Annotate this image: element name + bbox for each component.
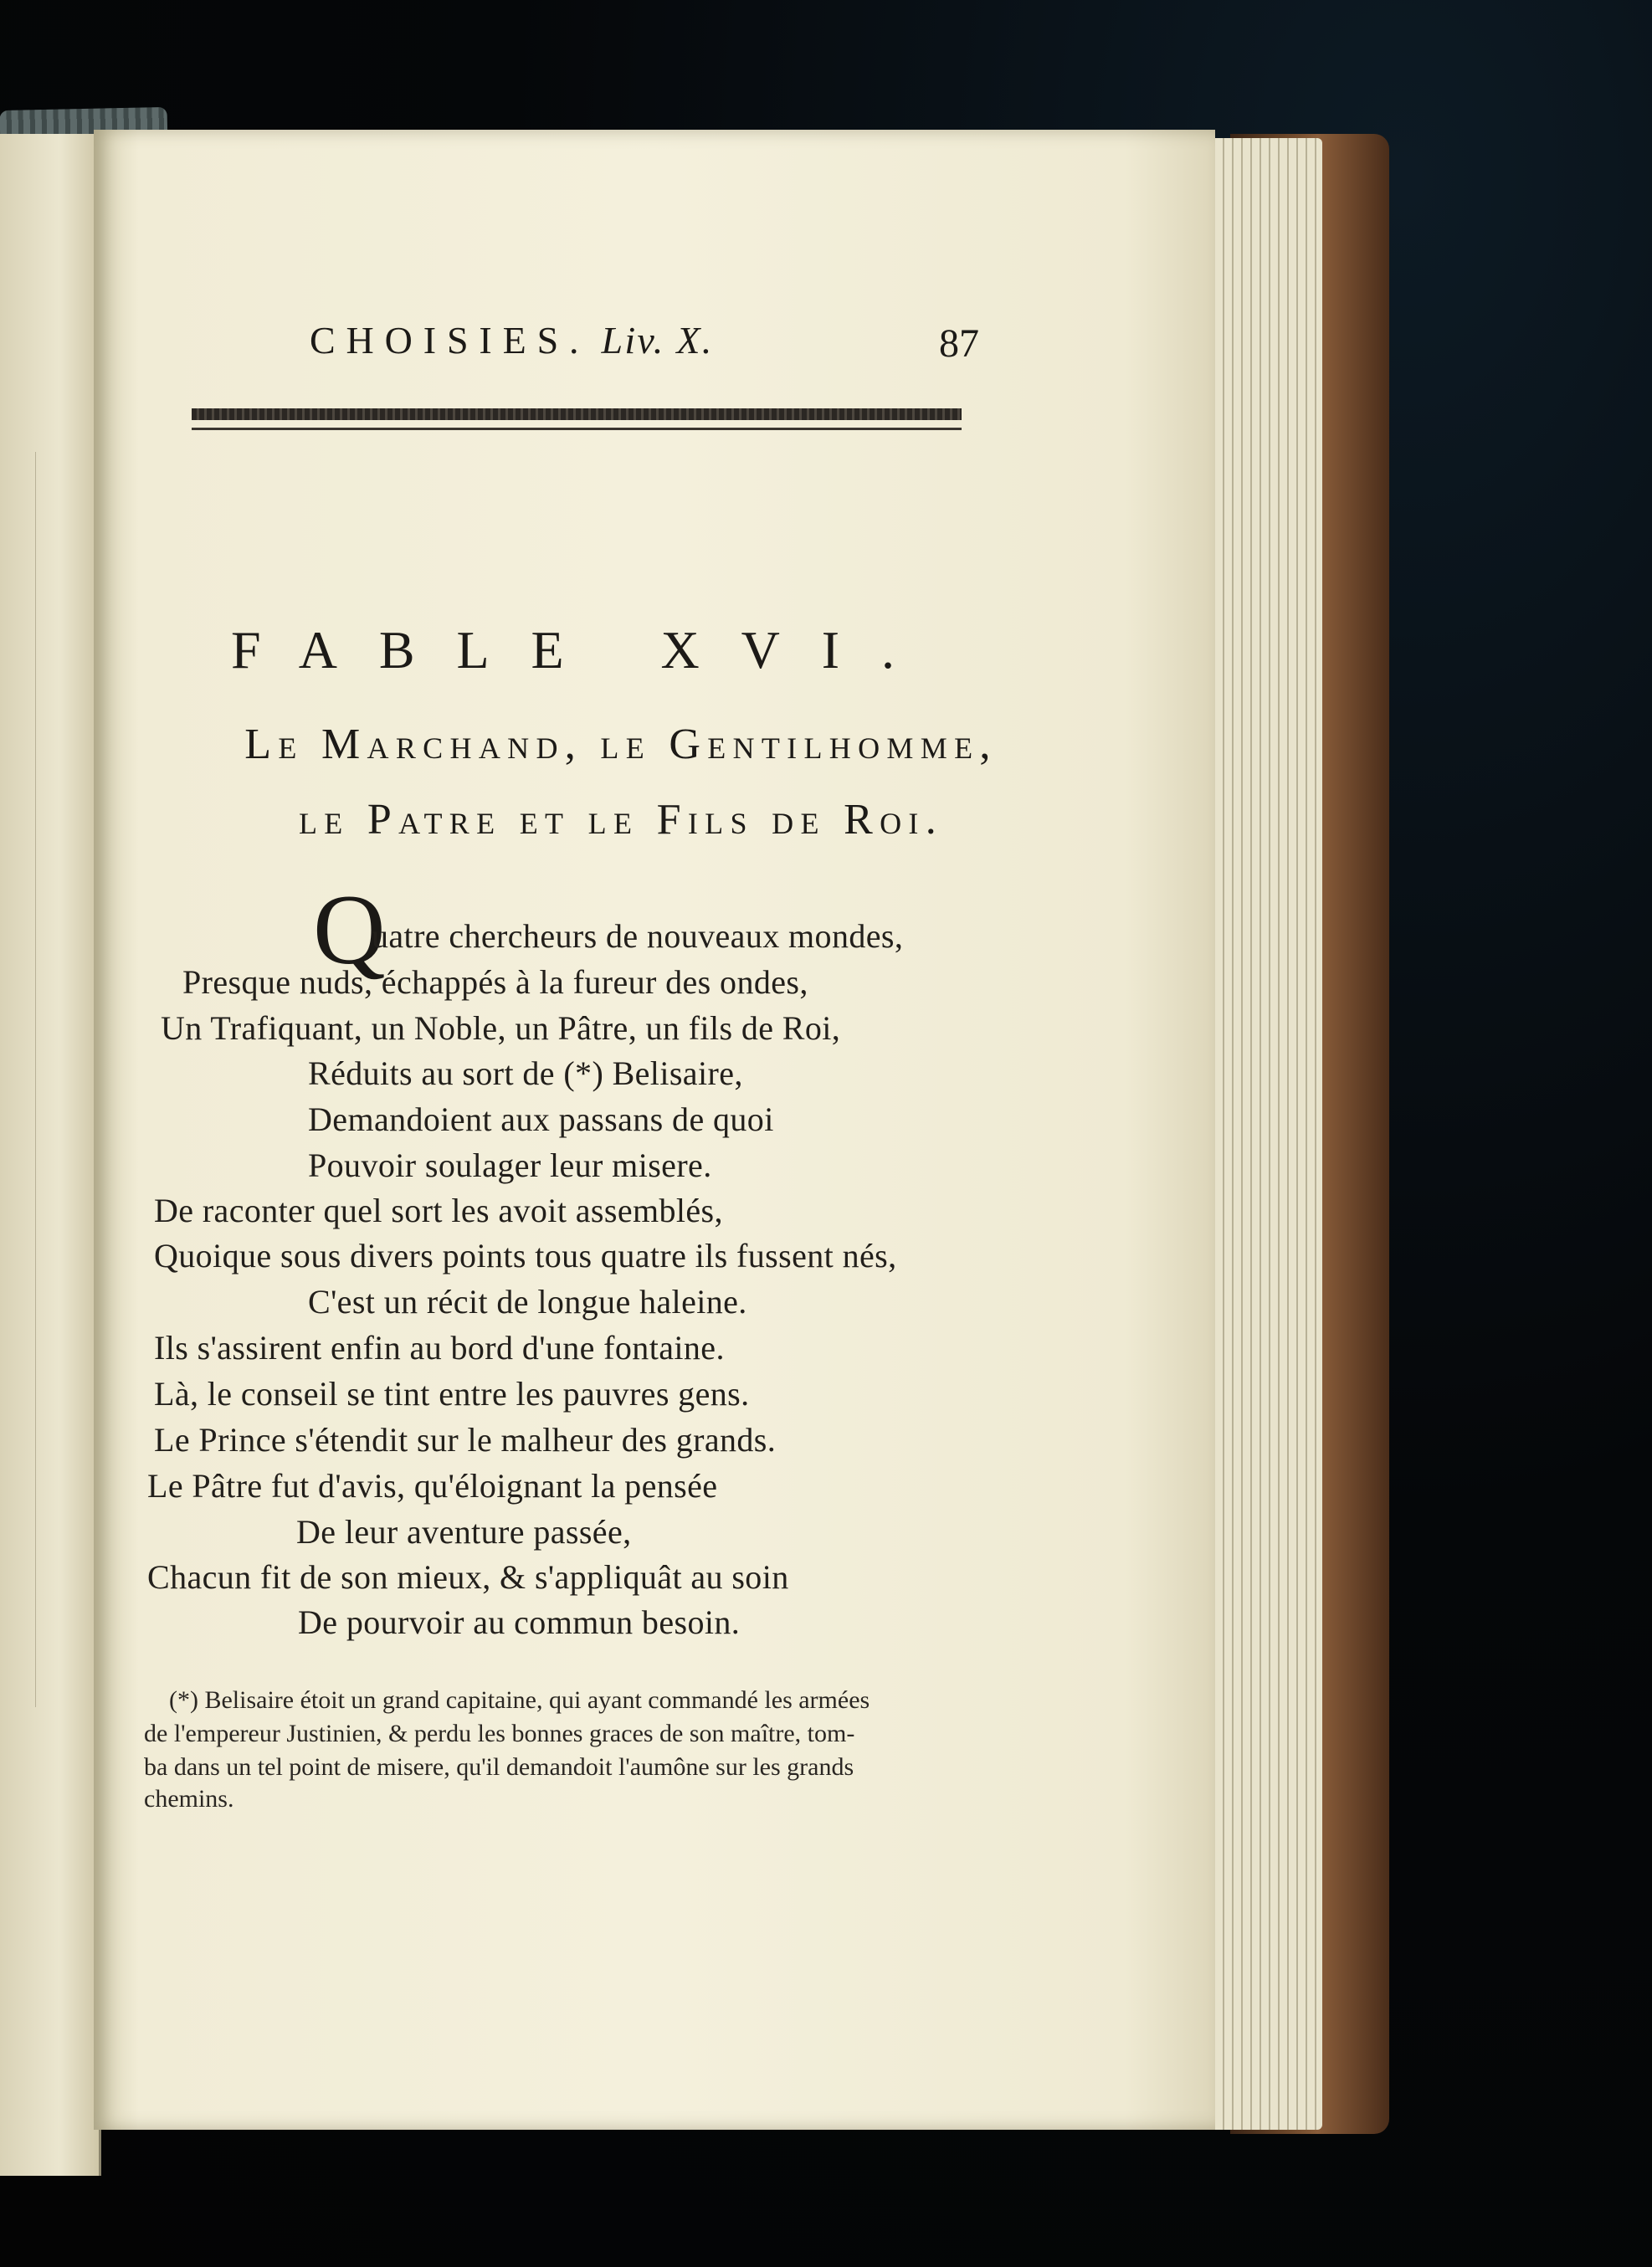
poem — [94, 130, 1215, 2130]
poem-line: C'est un récit de longue haleine. — [308, 1283, 747, 1321]
book-page — [94, 130, 1215, 2130]
poem-line: Réduits au sort de (*) Belisaire, — [308, 1054, 743, 1092]
footnote-line: (*) Belisaire étoit un grand capitaine, qui ayant commandé les armées — [169, 1686, 870, 1714]
poem-line: Quoique sous divers points tous quatre ils fussent nés, — [154, 1237, 897, 1275]
poem-line: Pouvoir soulager leur misere. — [308, 1146, 712, 1184]
poem-line: Ils s'assirent enfin au bord d'une fontaine. — [154, 1329, 725, 1367]
poem-line: Demandoient aux passans de quoi — [308, 1100, 774, 1138]
left-page-edge — [0, 134, 101, 2176]
page-block-edge — [1197, 138, 1322, 2130]
poem-line: uatre chercheurs de nouveaux mondes, — [372, 917, 904, 955]
fable-subtitle-line: le Patre et le Fils de Roi. — [298, 796, 944, 844]
running-head-book: Liv. X. — [601, 319, 714, 362]
poem-line: Le Prince s'étendit sur le malheur des grands. — [154, 1421, 777, 1459]
footnote-line: de l'empereur Justinien, & perdu les bonnes graces de son maître, tom- — [144, 1720, 855, 1747]
running-head-title: CHOISIES. — [310, 319, 590, 362]
poem-line: Un Trafiquant, un Noble, un Pâtre, un fils de Roi, — [161, 1009, 841, 1047]
fable-subtitle-line: Le Marchand, le Gentilhomme, — [244, 721, 998, 768]
footnote-line: chemins. — [144, 1785, 234, 1813]
poem-line: De leur aventure passée, — [296, 1513, 632, 1551]
footnote-line: ba dans un tel point de misere, qu'il demandoit l'aumône sur les grands — [144, 1753, 854, 1781]
left-page-rule — [0, 452, 36, 1707]
page-number: 87 — [939, 321, 979, 366]
poem-line: Presque nuds, échappés à la fureur des ondes, — [182, 963, 808, 1001]
poem-line: Le Pâtre fut d'avis, qu'éloignant la pensée — [147, 1467, 718, 1505]
fable-title: FABLE XVI. — [231, 620, 936, 680]
poem-line: De raconter quel sort les avoit assemblés, — [154, 1192, 723, 1229]
poem-line: Là, le conseil se tint entre les pauvres gens. — [154, 1375, 750, 1413]
poem-line: De pourvoir au commun besoin. — [298, 1603, 741, 1641]
poem-line: Chacun fit de son mieux, & s'appliquât au soin — [147, 1558, 789, 1596]
drop-cap: Q — [313, 874, 386, 985]
